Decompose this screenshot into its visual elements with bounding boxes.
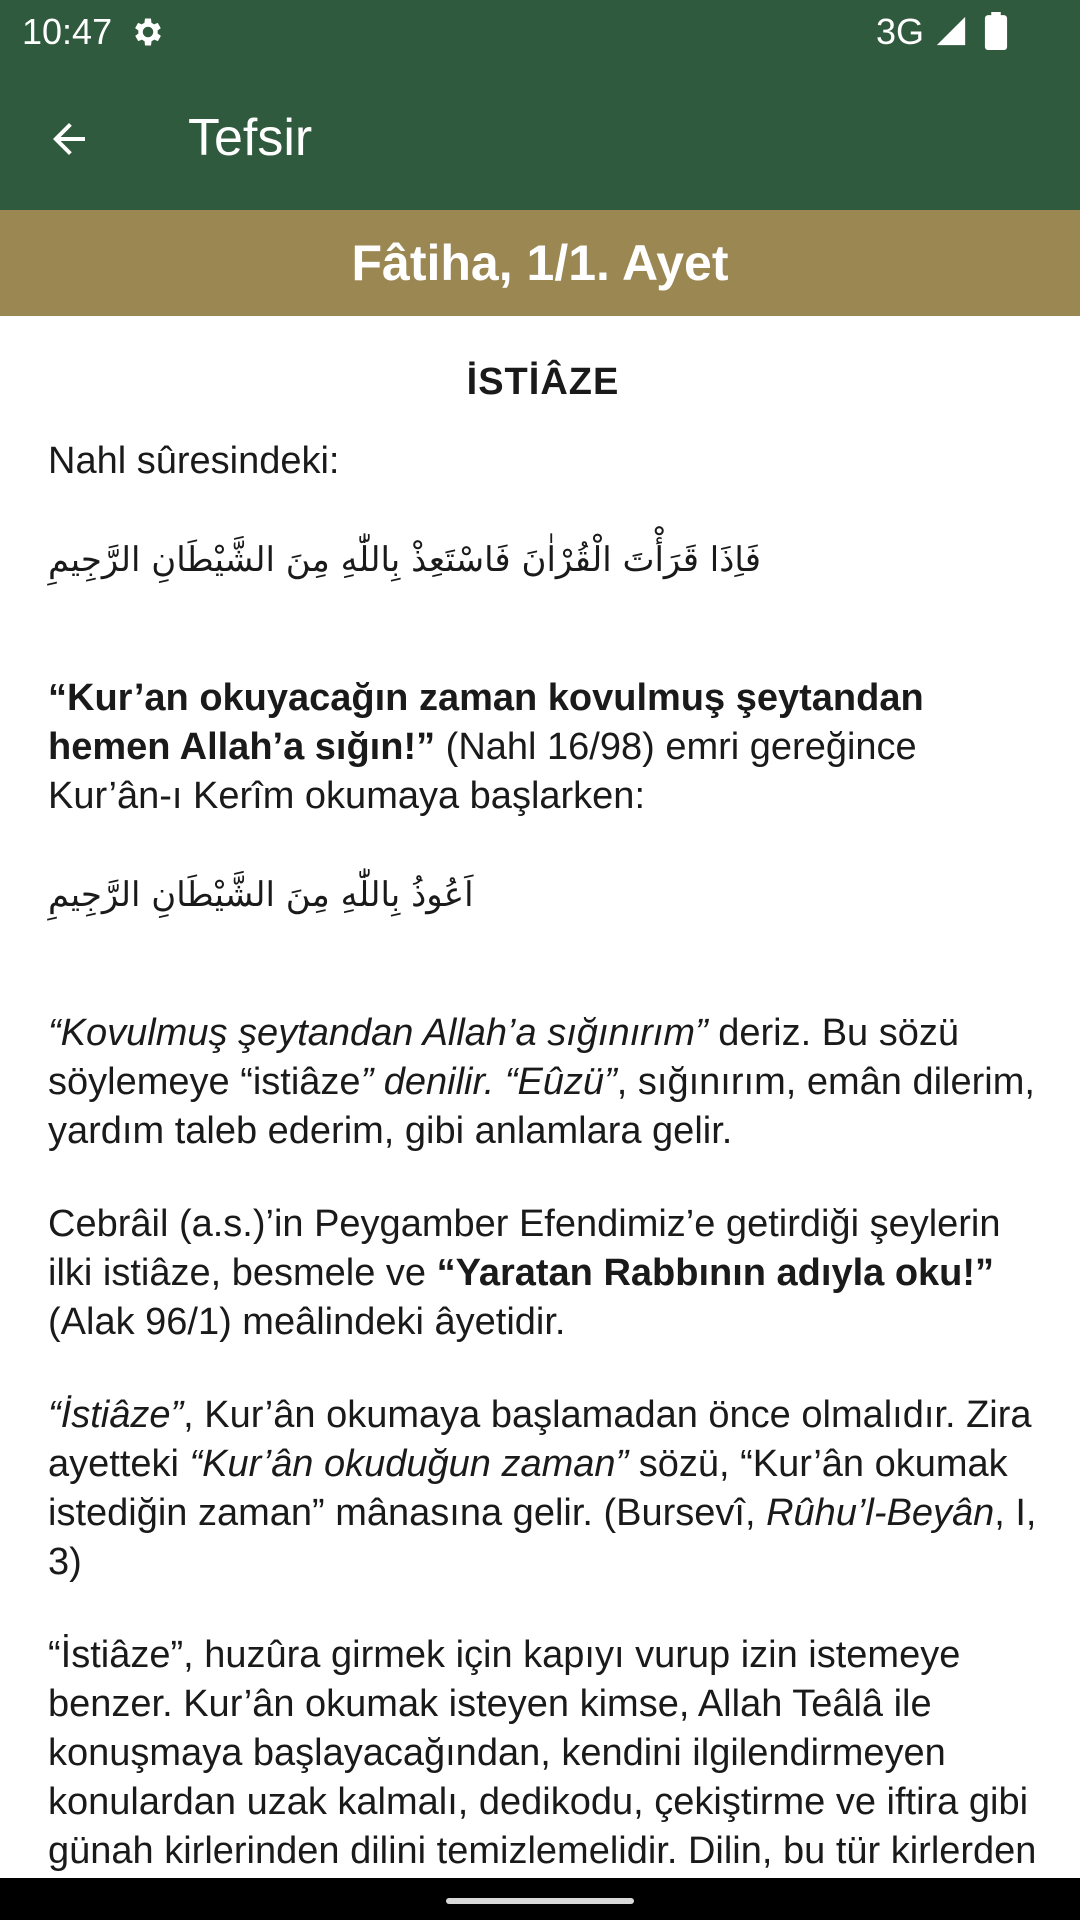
quote-bold: “Yaratan Rabbının adıyla oku!” <box>436 1252 995 1294</box>
paragraph-3 <box>48 1009 1038 1156</box>
section-title: İSTİÂZE <box>466 361 620 403</box>
arabic-verse-1-wrap <box>48 530 1038 632</box>
paragraph-2 <box>48 674 1038 821</box>
quote-italic-1: “Kovulmuş şeytandan Allah’a sığınırım” <box>48 1012 708 1054</box>
paragraph-2-rest: (Nahl 16/98) emri gereğince Kur’ân-ı Kerîm okumaya başlarken: <box>48 726 917 817</box>
text-2: sözü, “Kur’ân okumak istediğin zaman” mânasına gelir. (Bursevî, <box>48 1443 1008 1534</box>
navigation-bar <box>0 1878 1080 1920</box>
status-time: 10:47 <box>22 11 113 52</box>
paragraph-5 <box>48 1391 1038 1587</box>
ayah-header: Fâtiha, 1/1. Ayet <box>0 210 1080 316</box>
text-2: , sığınırım, emân dilerim, yardım taleb ederim, gibi anlamlara gelir. <box>48 1061 1035 1152</box>
battery-icon <box>984 12 1008 50</box>
quote-italic-2: ” denilir. “Eûzü” <box>360 1061 617 1103</box>
back-button[interactable] <box>34 104 104 174</box>
quote-italic-2: “Kur’ân okuduğun zaman” <box>189 1443 629 1485</box>
book-title: Rûhu’l-Beyân <box>766 1492 995 1534</box>
paragraph-6: “İstiâze”, huzûra girmek için kapıyı vurup izin istemeye benzer. Kur’ân okumak isteyen kimse, Allah Teâlâ ile konuşmaya başlayacağından, kendini ilgilendirmeyen konulardan uzak kalmalı, dedikodu, çekiştirme ve iftira gibi günah kirlerinden dilini temizlemelidir. Dilin, bu tür kirlerden <box>48 1634 1037 1872</box>
arabic-verse-2: اَعُوذُ بِاللّٰهِ مِنَ الشَّيْطَانِ الرَّجِيمِ <box>48 875 474 915</box>
arrow-left-icon <box>45 115 93 163</box>
quote-bold: “Kur’an okuyacağın zaman kovulmuş şeytandan hemen Allah’a sığın!” <box>48 677 924 768</box>
text-1: Cebrâil (a.s.)’in Peygamber Efendimiz’e getirdiği şeylerin ilki istiâze, besmele ve <box>48 1203 1001 1294</box>
quote-italic-1: “İstiâze” <box>48 1394 184 1436</box>
app-bar <box>0 64 1080 210</box>
paragraph-4 <box>48 1200 1038 1347</box>
home-gesture-handle[interactable] <box>446 1898 634 1904</box>
arabic-verse-1: فَاِذَا قَرَأْتَ الْقُرْاٰنَ فَاسْتَعِذْ بِاللّٰهِ مِنَ الشَّيْطَانِ الرَّجِيمِ <box>48 540 761 580</box>
text-1: deriz. Bu sözü söylemeye “istiâze <box>48 1012 959 1103</box>
tefsir-content[interactable] <box>48 316 1038 1878</box>
paragraph-1: Nahl sûresindeki: <box>48 440 340 482</box>
arabic-verse-2-wrap <box>48 865 1038 967</box>
app-title: Tefsir <box>188 109 313 167</box>
status-bar <box>0 0 1080 64</box>
text-2: (Alak 96/1) meâlindeki âyetidir. <box>48 1301 566 1343</box>
network-type: 3G <box>876 11 925 52</box>
signal-icon <box>934 14 968 48</box>
text-1: , Kur’ân okumaya başlamadan önce olmalıdır. Zira ayetteki <box>48 1394 1032 1485</box>
text-3: , I, 3) <box>48 1492 1037 1583</box>
gear-icon <box>130 14 166 50</box>
